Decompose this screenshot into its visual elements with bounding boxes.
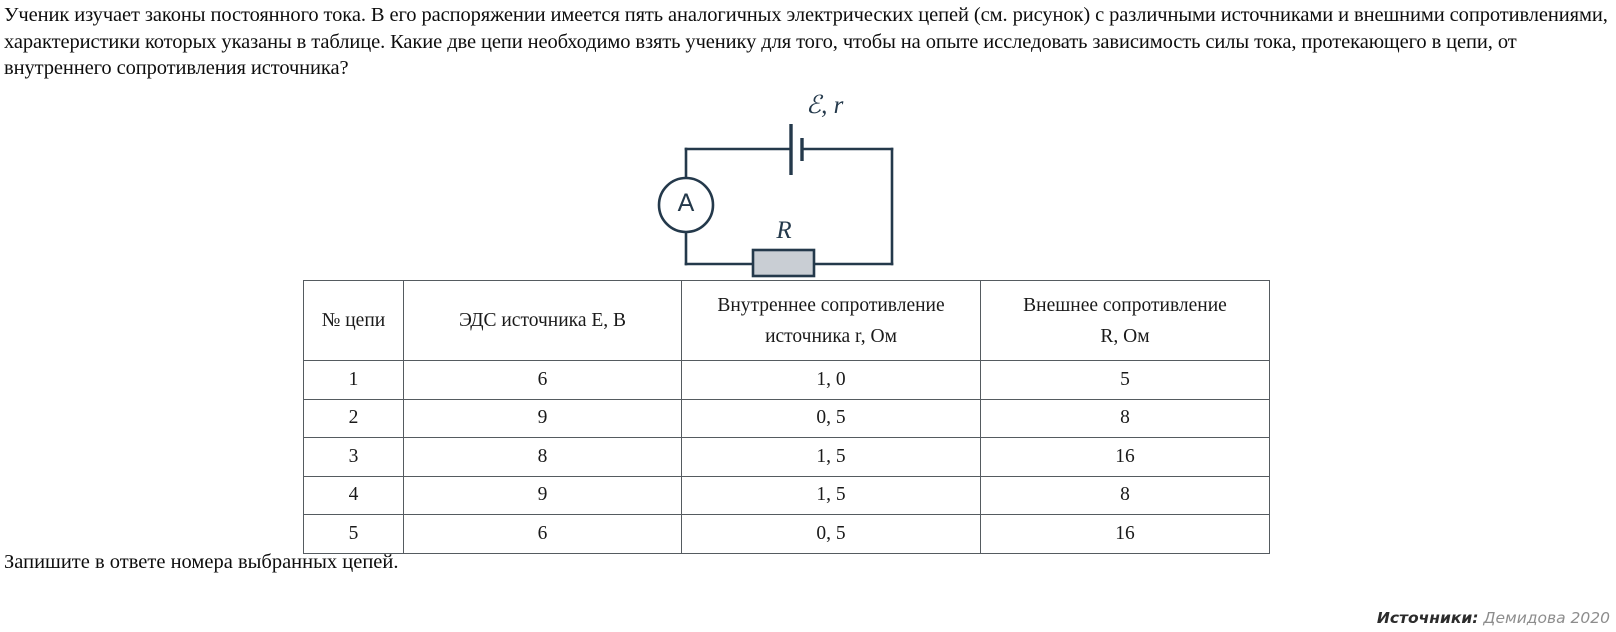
table-row bbox=[304, 361, 1270, 400]
cell-external-resistance: 8 bbox=[981, 399, 1270, 438]
cell-internal-resistance: 0, 5 bbox=[682, 515, 981, 554]
cell-emf: 8 bbox=[404, 438, 682, 477]
cell-external-resistance: 5 bbox=[981, 361, 1270, 400]
column-header-circuit-number bbox=[304, 281, 404, 361]
cell-circuit-number: 3 bbox=[304, 438, 404, 477]
problem-statement: Ученик изучает законы постоянного тока. В его распоряжении имеется пять аналогичных электрических цепей (см. рисунок) с различными источниками и внешними сопротивлениями, характеристики которых указаны в таблице. Какие две цепи необходимо взять ученику для того, чтобы на опыте исследовать зависимость силы тока, протекающего в цепи, от внутреннего сопротивления источника? bbox=[4, 4, 1608, 79]
source-footer bbox=[1377, 609, 1610, 627]
answer-instruction: Запишите в ответе номера выбранных цепей. bbox=[4, 551, 399, 573]
resistor-label: R bbox=[776, 217, 792, 244]
header-line-1: Внутреннее сопротивление bbox=[717, 294, 945, 316]
source-label: Источники: bbox=[1376, 609, 1479, 627]
header-line-1: № цепи bbox=[321, 310, 386, 331]
cell-emf: 9 bbox=[404, 399, 682, 438]
cell-external-resistance: 16 bbox=[981, 515, 1270, 554]
cell-internal-resistance: 1, 5 bbox=[682, 438, 981, 477]
column-header-emf bbox=[404, 281, 682, 361]
column-header-internal-resistance bbox=[682, 281, 981, 361]
cell-internal-resistance: 1, 0 bbox=[682, 361, 981, 400]
circuit-parameters-table bbox=[303, 280, 1270, 554]
cell-circuit-number: 4 bbox=[304, 476, 404, 515]
header-line-1: ЭДС источника E, В bbox=[458, 310, 627, 331]
emf-source-label: ℰ, r bbox=[806, 92, 844, 119]
ammeter-label: A bbox=[677, 189, 695, 217]
table-row bbox=[304, 399, 1270, 438]
header-line-2: источника r, Ом bbox=[765, 325, 897, 347]
column-header-external-resistance bbox=[981, 281, 1270, 361]
header-line-1: Внешнее сопротивление bbox=[1023, 294, 1227, 316]
table-row bbox=[304, 438, 1270, 477]
battery-symbol bbox=[791, 124, 802, 175]
cell-circuit-number: 5 bbox=[304, 515, 404, 554]
cell-circuit-number: 1 bbox=[304, 361, 404, 400]
table-header-row bbox=[304, 281, 1270, 361]
table-row bbox=[304, 476, 1270, 515]
cell-emf: 6 bbox=[404, 361, 682, 400]
resistor-symbol bbox=[753, 250, 814, 276]
source-value: Демидова 2020 bbox=[1483, 609, 1610, 627]
circuit-diagram-figure bbox=[620, 92, 960, 288]
table-row bbox=[304, 515, 1270, 554]
cell-external-resistance: 16 bbox=[981, 438, 1270, 477]
header-line-2: R, Ом bbox=[1100, 325, 1150, 347]
cell-external-resistance: 8 bbox=[981, 476, 1270, 515]
cell-emf: 9 bbox=[404, 476, 682, 515]
cell-internal-resistance: 1, 5 bbox=[682, 476, 981, 515]
cell-emf: 6 bbox=[404, 515, 682, 554]
cell-circuit-number: 2 bbox=[304, 399, 404, 438]
cell-internal-resistance: 0, 5 bbox=[682, 399, 981, 438]
